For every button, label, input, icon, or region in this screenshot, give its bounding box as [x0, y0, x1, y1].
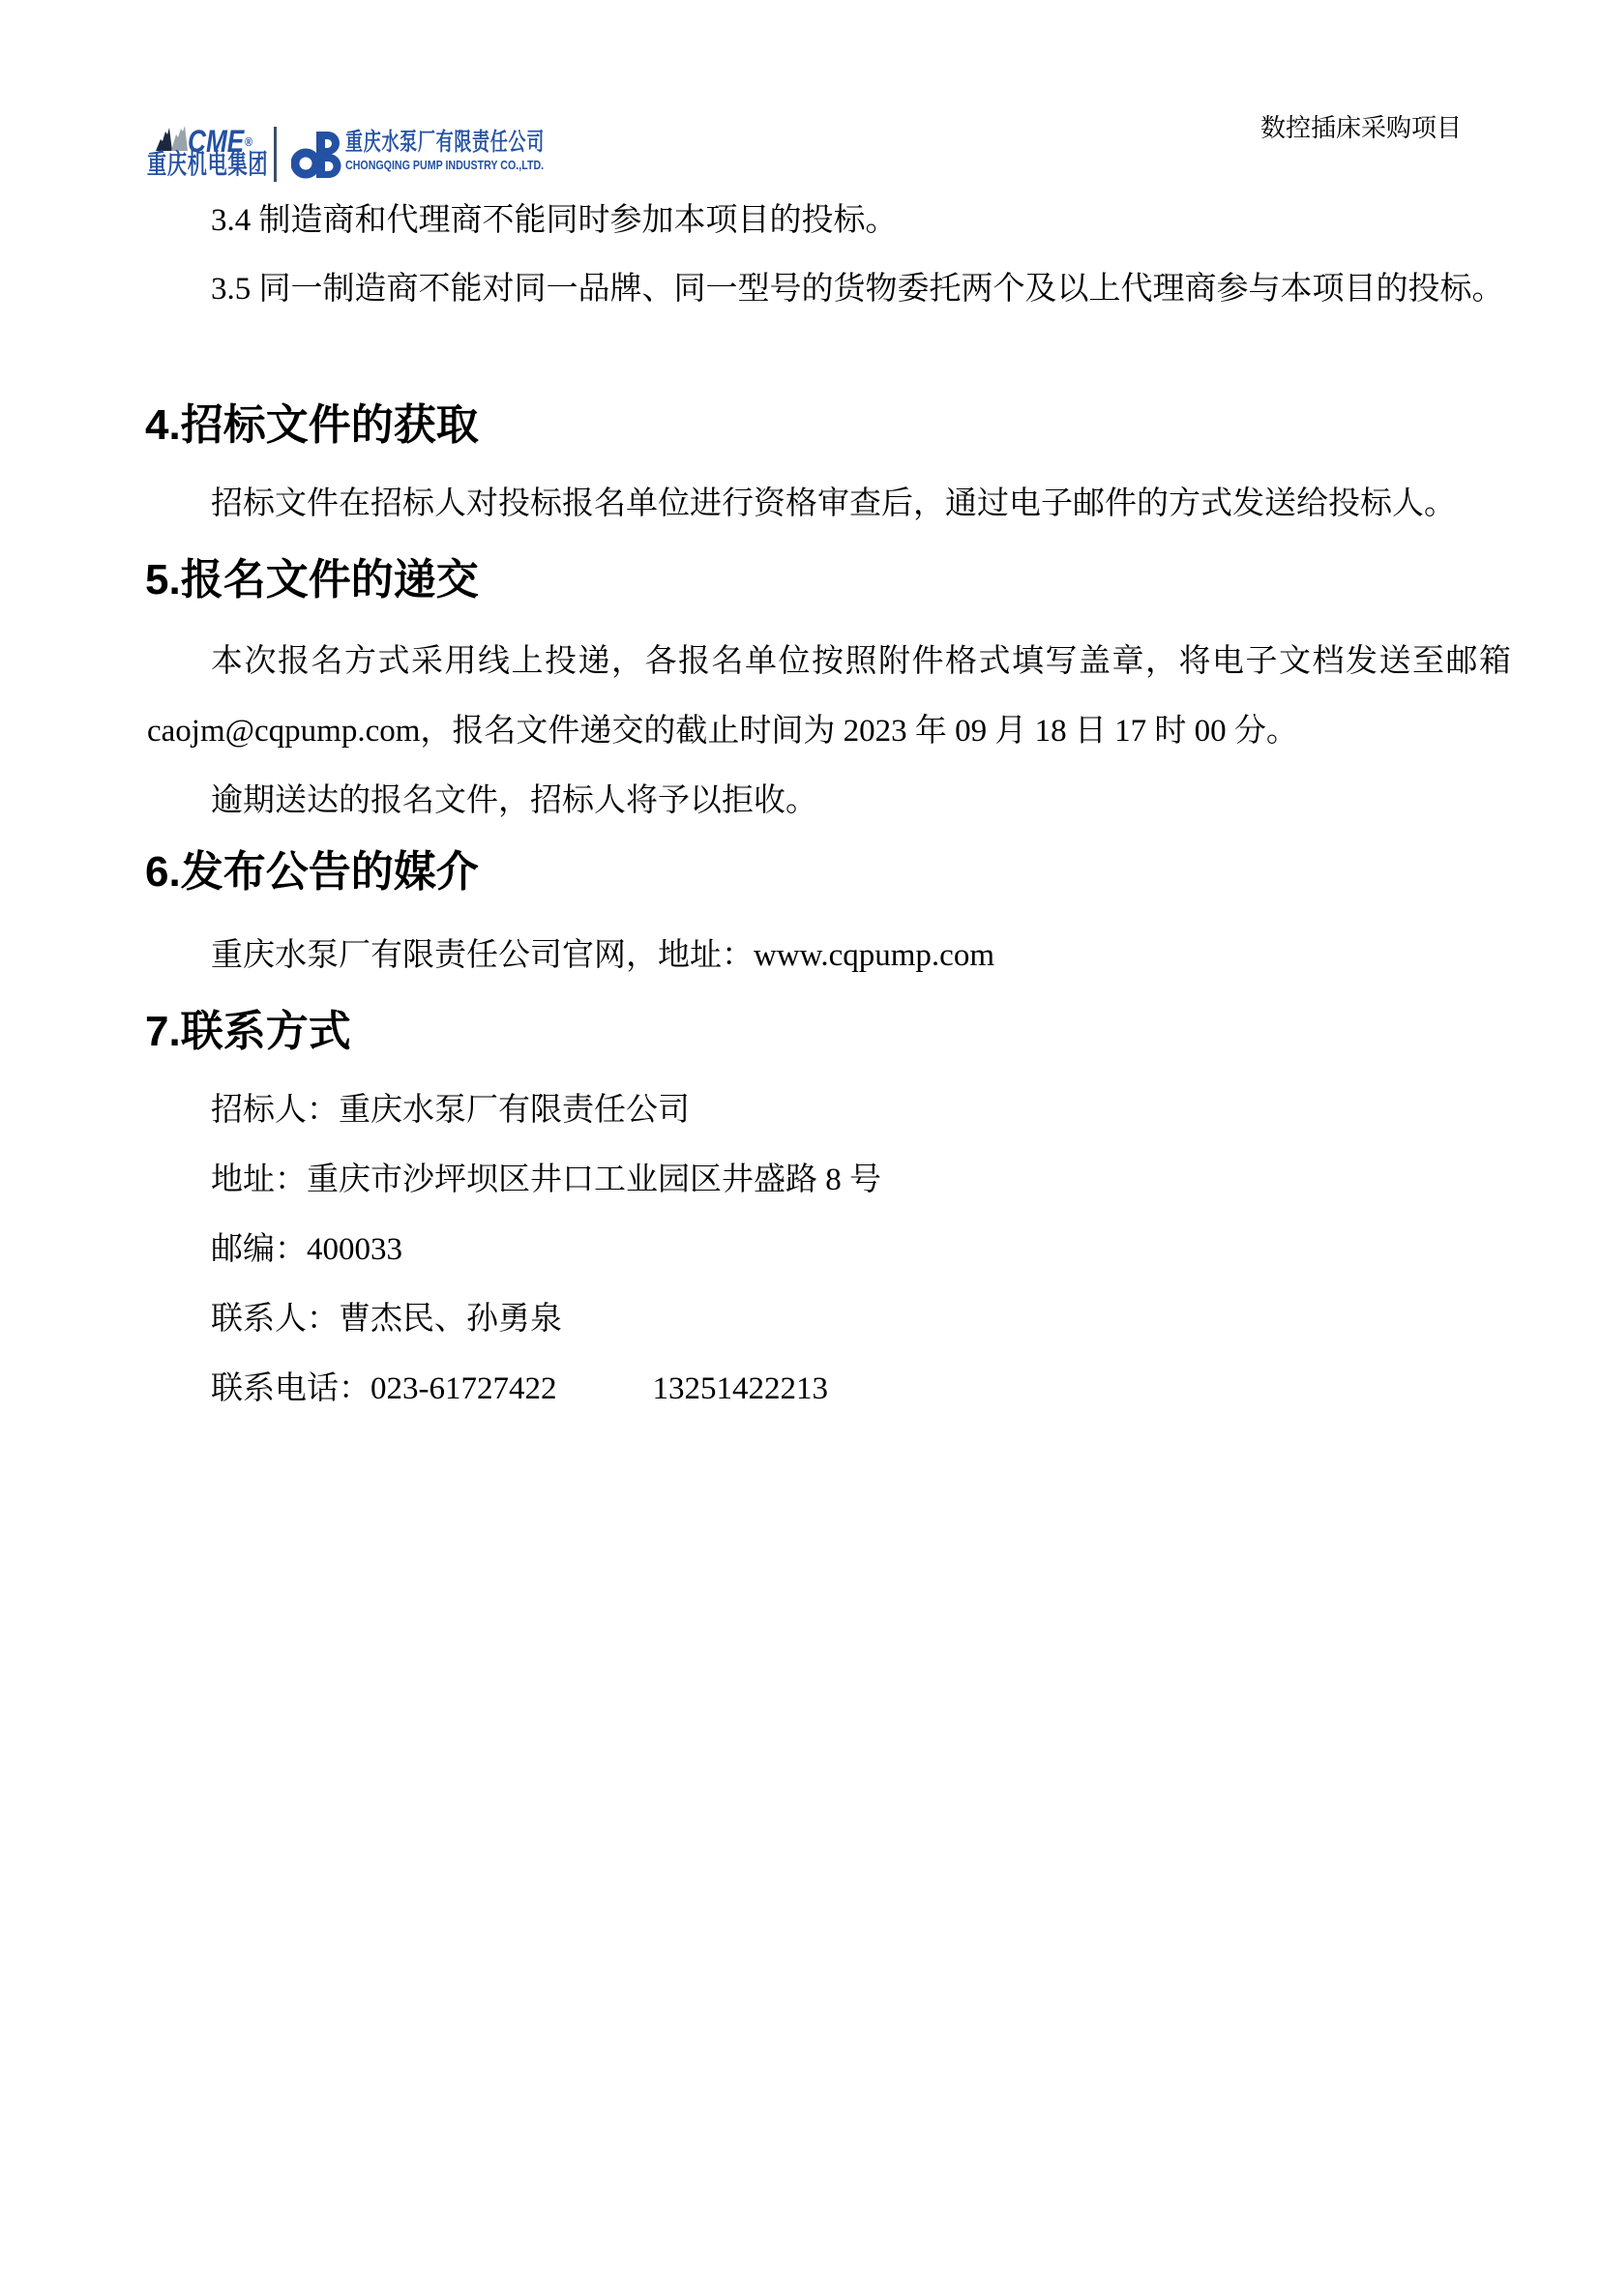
- project-title: 数控插床采购项目: [1260, 114, 1463, 142]
- pump-company-name-en: CHONGQING PUMP INDUSTRY CO.,LTD.: [345, 158, 545, 172]
- page-header: [0, 0, 1600, 193]
- paragraph-4: 招标文件在招标人对投标报名单位进行资格审查后，通过电子邮件的方式发送给投标人。: [211, 486, 1456, 521]
- paragraph-3-5: 3.5 同一制造商不能对同一品牌、同一型号的货物委托两个及以上代理商参与本项目的投标。: [211, 272, 1504, 307]
- pump-db-logo-icon: [291, 131, 341, 179]
- contact-address-line: 地址：重庆市沙坪坝区井口工业园区井盛路 8 号: [211, 1163, 881, 1197]
- registered-trademark-icon: ®: [245, 134, 252, 149]
- contact-info-block: [147, 1075, 1511, 1424]
- section-6-heading: 6.发布公告的媒介: [145, 848, 479, 896]
- contact-phone-line: 联系电话：023-61727422 13251422213: [211, 1371, 828, 1406]
- contact-bidder-line: 招标人：重庆水泵厂有限责任公司: [211, 1093, 690, 1128]
- pump-company-name-cn: 重庆水泵厂有限责任公司: [345, 129, 545, 156]
- paragraph-6: 重庆水泵厂有限责任公司官网，地址：www.cqpump.com: [211, 938, 994, 973]
- contact-postcode-line: 邮编：400033: [211, 1232, 402, 1267]
- cme-brand-label: CME: [188, 124, 245, 159]
- paragraph-5-1: 本次报名方式采用线上投递，各报名单位按照附件格式填写盖章，将电子文档发送至邮箱caojm@cqpump.com，报名文件递交的截止时间为 2023 年 09 月 18 日 17 时 00 分。: [147, 644, 1511, 749]
- section-7-heading: 7.联系方式: [145, 1008, 351, 1055]
- contact-person-line: 联系人：曹杰民、孙勇泉: [211, 1302, 562, 1337]
- paragraph-3-4: 3.4 制造商和代理商不能同时参加本项目的投标。: [211, 203, 898, 238]
- paragraph-5-2: 逾期送达的报名文件，招标人将予以拒收。: [211, 783, 817, 818]
- logo-divider: [274, 127, 277, 182]
- cme-mountain-icon: [155, 123, 190, 152]
- cme-group-name: 重庆机电集团: [147, 149, 269, 179]
- section-5-heading: 5.报名文件的递交: [145, 556, 479, 603]
- section-4-heading: 4.招标文件的获取: [145, 401, 479, 449]
